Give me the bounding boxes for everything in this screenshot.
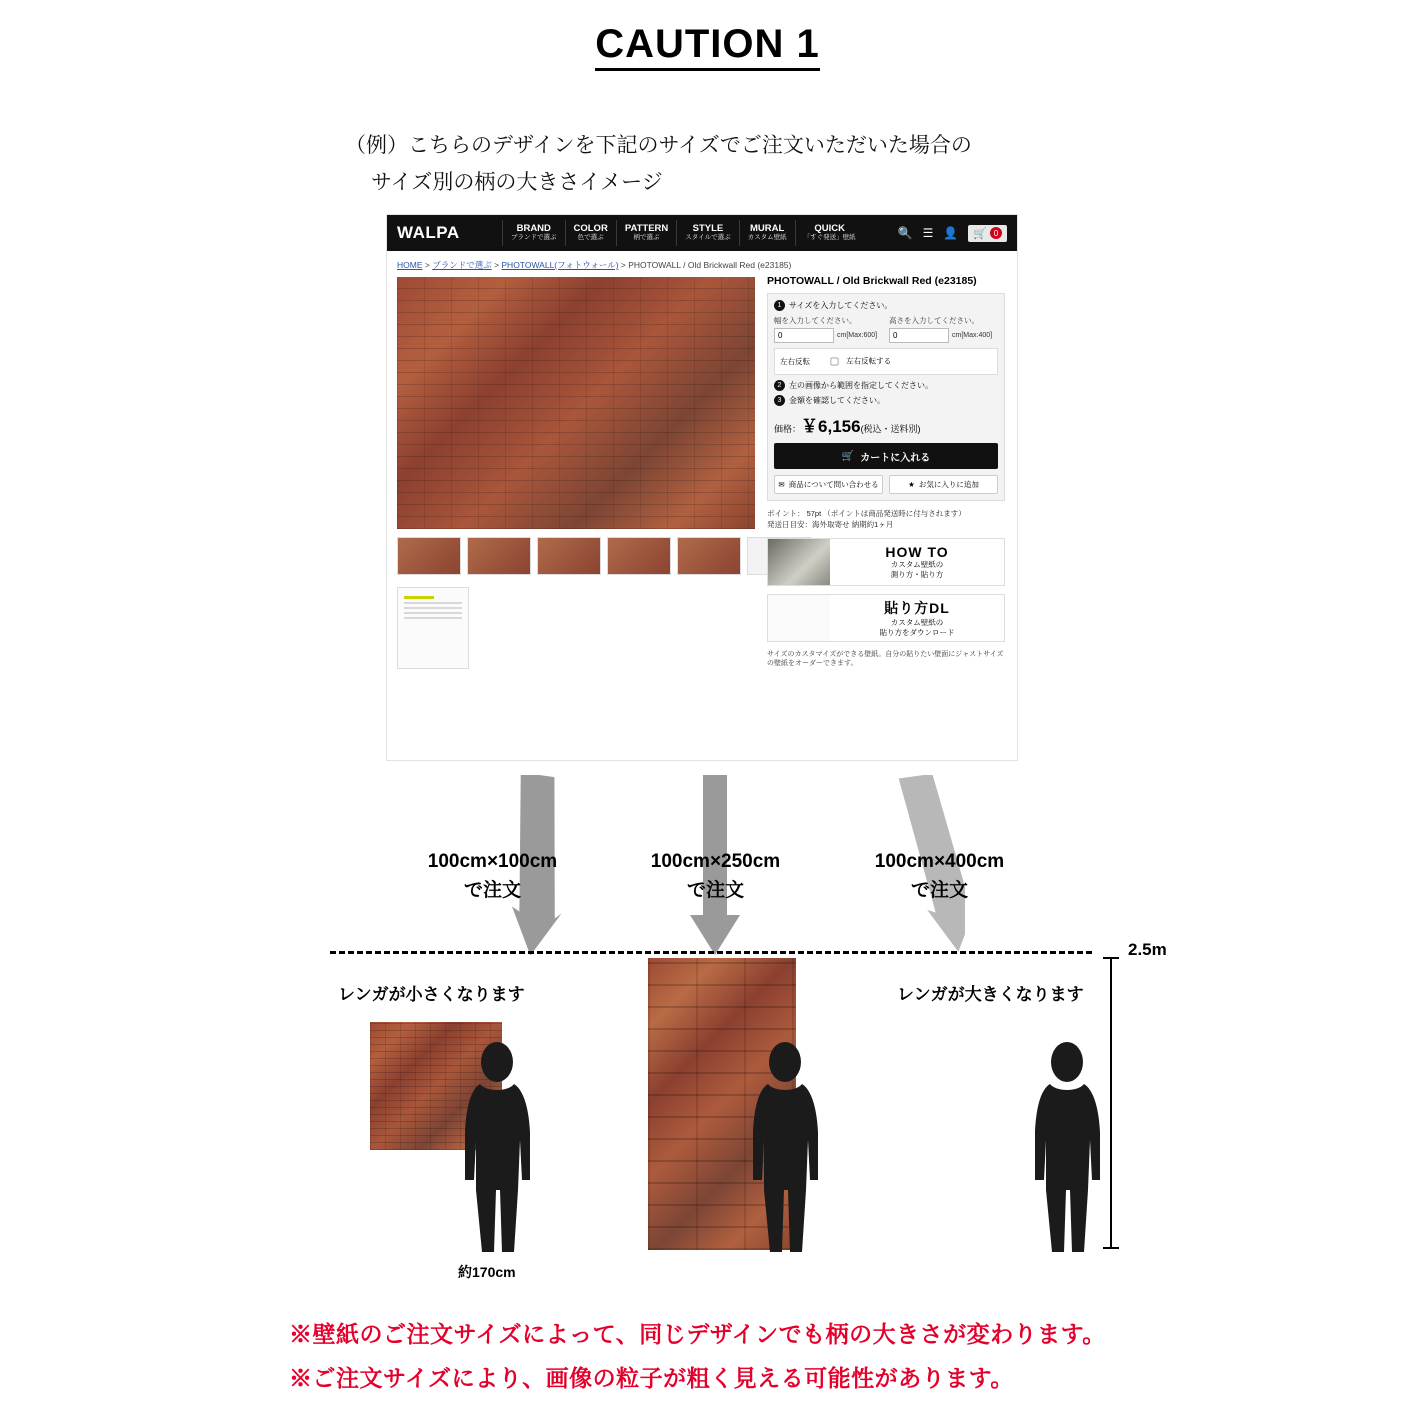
price-label: 価格： — [774, 424, 802, 434]
flip-checkbox[interactable] — [831, 358, 839, 366]
scale-label: 2.5m — [1128, 940, 1167, 959]
mail-icon: ✉ — [778, 480, 785, 489]
nav-item-pattern[interactable] — [616, 220, 676, 246]
secondary-buttons — [774, 475, 998, 494]
width-input[interactable] — [774, 328, 834, 343]
price-value: ￥6,156 — [801, 417, 861, 436]
caption-small: レンガが小さくなります — [338, 985, 525, 1004]
cart-button[interactable] — [968, 225, 1007, 242]
nav-item-brand[interactable] — [502, 220, 565, 246]
add-to-cart-button[interactable] — [774, 443, 998, 469]
column-2-order: で注文 — [686, 879, 744, 901]
nav-item-brand-title: BRAND — [516, 222, 551, 234]
column-label-1 — [385, 848, 600, 905]
step-2-number: 2 — [774, 380, 785, 391]
price-row — [774, 412, 998, 437]
cart-count-badge: 0 — [990, 227, 1002, 239]
nav-item-pattern-sub: 柄で選ぶ — [633, 234, 660, 242]
thumbnail-4[interactable] — [607, 537, 671, 575]
thumbnail-2[interactable] — [467, 537, 531, 575]
intro-text — [345, 128, 1245, 202]
price-suffix: (税込・送料別) — [860, 424, 921, 434]
width-label: 幅を入力してください。 — [774, 316, 857, 325]
list-icon[interactable]: ☰ — [922, 226, 934, 240]
inquiry-button[interactable] — [774, 475, 883, 494]
step-3-label: 金額を確認してください。 — [789, 396, 885, 405]
nav-item-mural-sub: カスタム壁紙 — [747, 234, 787, 242]
column-1-order: で注文 — [463, 879, 521, 901]
points-info — [767, 508, 1005, 530]
flip-checkbox-wrap[interactable] — [824, 352, 891, 371]
cart-icon: 🛒 — [841, 450, 855, 462]
order-form — [767, 293, 1005, 501]
nav-item-mural-title: MURAL — [749, 222, 785, 234]
cart-icon: 🛒 — [973, 227, 987, 240]
column-1-size: 100cm×100cm — [427, 851, 558, 872]
download-title: 貼り方DL — [884, 600, 950, 617]
download-sub-2: 貼り方をダウンロード — [879, 628, 955, 637]
height-field — [889, 315, 998, 343]
howto-sub-2: 測り方・貼り方 — [890, 570, 944, 579]
download-sub-1: カスタム壁紙の — [890, 618, 944, 628]
nav-item-style-sub: スタイルで選ぶ — [685, 234, 731, 242]
flip-option-row — [774, 348, 998, 375]
site-navbar — [387, 215, 1017, 251]
star-icon: ★ — [908, 480, 915, 489]
doc-accent-bar — [404, 596, 434, 599]
ceiling-dash-line — [330, 951, 1092, 954]
step-3-number: 3 — [774, 395, 785, 406]
person-silhouette-3 — [1022, 1040, 1112, 1257]
favorite-label: お気に入りに追加 — [918, 480, 979, 489]
howto-sub-1: カスタム壁紙の — [890, 560, 944, 570]
person-silhouette-1 — [452, 1040, 542, 1257]
product-page-screenshot — [386, 214, 1018, 761]
nav-icons — [898, 225, 1017, 242]
page-title — [0, 22, 1415, 67]
step-2-label: 左の画像から範囲を指定してください。 — [789, 381, 933, 390]
nav-item-pattern-title: PATTERN — [624, 222, 669, 234]
size-fields — [774, 315, 998, 343]
add-to-cart-label: カートに入れる — [860, 452, 931, 464]
doc-line — [404, 607, 462, 609]
nav-item-color-sub: 色で選ぶ — [577, 234, 604, 242]
nav-item-quick-title: QUICK — [814, 222, 845, 234]
doc-line — [404, 617, 462, 619]
download-banner[interactable] — [767, 594, 1005, 642]
step-1-label: サイズを入力してください。 — [789, 301, 893, 310]
doc-line — [404, 612, 462, 614]
search-icon[interactable]: 🔍 — [897, 226, 913, 240]
height-input[interactable] — [889, 328, 949, 343]
nav-items — [502, 215, 864, 251]
nav-item-quick-sub: 「すぐ発送」壁紙 — [803, 234, 856, 242]
nav-item-quick[interactable] — [795, 220, 864, 246]
nav-item-brand-sub: ブランドで選ぶ — [511, 234, 557, 242]
breadcrumb-photowall[interactable]: PHOTOWALL(フォトウォール) — [501, 260, 619, 270]
person-height-label: 約170cm — [458, 1264, 516, 1280]
site-logo[interactable]: WALPA — [397, 223, 460, 242]
red-note-2: ※ご注文サイズにより、画像の粒子が粗く見える可能性があります。 — [289, 1365, 1014, 1391]
breadcrumb: HOME > ブランドで選ぶ > PHOTOWALL(フォトウォール) > PHOTOWALL / Old Brickwall Red (e23185) — [397, 260, 792, 270]
width-suffix: cm[Max:600] — [837, 332, 878, 339]
height-suffix: cm[Max:400] — [952, 332, 993, 339]
column-label-2 — [608, 848, 823, 905]
nav-item-style[interactable] — [676, 220, 738, 246]
breadcrumb-brand[interactable]: ブランドで選ぶ — [432, 260, 492, 270]
flip-label: 左右反転 — [780, 357, 810, 366]
favorite-button[interactable] — [889, 475, 998, 494]
thumbnail-5[interactable] — [677, 537, 741, 575]
product-hero-image[interactable] — [397, 277, 755, 529]
footer-note: サイズのカスタマイズができる壁紙。自分の貼りたい壁面にジャストサイズの壁紙をオーダーできます。 — [767, 651, 1004, 668]
column-3-size: 100cm×400cm — [874, 851, 1005, 872]
howto-banner-image — [768, 539, 830, 585]
product-panel — [767, 275, 1005, 669]
breadcrumb-home[interactable]: HOME — [397, 260, 423, 270]
width-field — [774, 315, 883, 343]
page-title-text: CAUTION 1 — [595, 22, 820, 71]
product-title: PHOTOWALL / Old Brickwall Red (e23185) — [767, 275, 977, 287]
intro-line-2: サイズ別の柄の大きさイメージ — [371, 170, 663, 194]
download-banner-image — [768, 595, 830, 641]
breadcrumb-current: PHOTOWALL / Old Brickwall Red (e23185) — [628, 260, 792, 270]
nav-item-style-title: STYLE — [692, 222, 724, 234]
red-note-1: ※壁紙のご注文サイズによって、同じデザインでも柄の大きさが変わります。 — [289, 1321, 1106, 1347]
thumbnail-3[interactable] — [537, 537, 601, 575]
step-1 — [774, 300, 998, 311]
user-icon[interactable]: 👤 — [943, 226, 959, 240]
points-line: ポイント： 57pt （ポイントは商品発送時に付与されます） — [767, 509, 966, 518]
inquiry-label: 商品について問い合わせる — [788, 480, 879, 489]
thumbnail-1[interactable] — [397, 537, 461, 575]
step-3 — [774, 395, 998, 406]
height-label: 高さを入力してください。 — [889, 316, 979, 325]
intro-line-1: （例）こちらのデザインを下記のサイズでご注文いただいた場合の — [345, 134, 972, 157]
nav-item-mural[interactable] — [739, 220, 795, 246]
nav-item-color[interactable] — [565, 220, 616, 246]
nav-item-color-title: COLOR — [573, 222, 608, 234]
doc-line — [404, 602, 462, 604]
shipping-line: 発送日目安：海外取寄せ 納期約1ヶ月 — [767, 520, 894, 529]
howto-banner[interactable] — [767, 538, 1005, 586]
flip-option-label: 左右反転する — [846, 356, 892, 366]
column-3-order: で注文 — [910, 879, 968, 901]
howto-title: HOW TO — [885, 544, 949, 561]
product-thumbnails — [397, 537, 811, 575]
caption-large: レンガが大きくなります — [897, 985, 1084, 1004]
person-silhouette-2 — [740, 1040, 830, 1257]
step-1-number: 1 — [774, 300, 785, 311]
step-2 — [774, 380, 998, 391]
instruction-doc-thumbnail[interactable] — [397, 587, 469, 669]
column-2-size: 100cm×250cm — [650, 851, 781, 872]
column-label-3 — [832, 848, 1047, 905]
